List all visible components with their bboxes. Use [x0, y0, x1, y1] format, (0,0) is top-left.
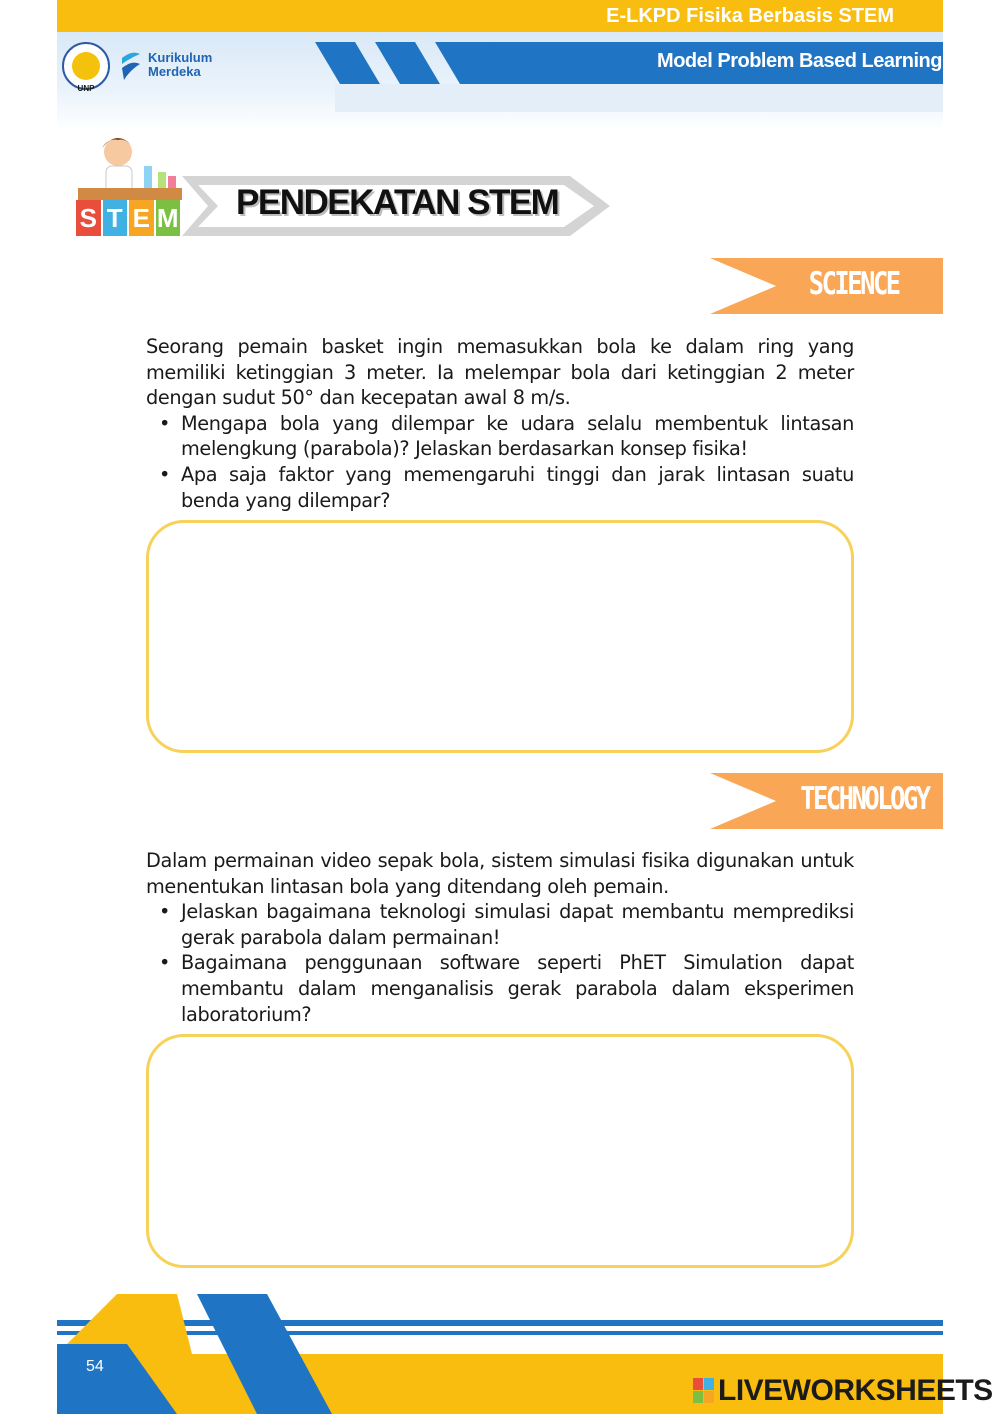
- technology-text: [146, 848, 854, 1027]
- question-item: • Mengapa bola yang dilempar ke udara selalu membentuk lintasan melengkung (parabola)? Jelaskan berdasarkan konsep fisika!: [146, 411, 854, 462]
- section-tag-label: SCIENCE: [809, 266, 899, 302]
- banner-title: PENDEKATAN STEM: [236, 183, 559, 222]
- header-subtitle: Model Problem Based Learning: [657, 50, 942, 72]
- university-logo-emblem: [72, 52, 100, 80]
- header-title: E-LKPD Fisika Berbasis STEM: [606, 5, 894, 27]
- tag-notch: [710, 258, 776, 314]
- section-tag-science: [710, 258, 943, 314]
- technology-questions: [146, 899, 854, 1027]
- stem-letter-t: T: [103, 200, 128, 236]
- page-number: 54: [86, 1358, 104, 1375]
- tag-notch: [710, 773, 776, 829]
- header-stripes: [305, 42, 535, 84]
- science-answer-box[interactable]: [146, 520, 854, 753]
- header-light-strip: [335, 84, 943, 112]
- liveworksheets-icon: [693, 1378, 715, 1404]
- science-intro: Seorang pemain basket ingin memasukkan bola ke dalam ring yang memiliki ketinggian 3 meter. Ia melempar bola dari ketinggian 2 meter dengan sudut 50° dan kecepatan awal 8 m/s.: [146, 335, 854, 410]
- section-tag-technology: [710, 773, 943, 829]
- liveworksheets-watermark: LIVEWORKSHEETS: [718, 1374, 993, 1407]
- stem-letters: [76, 200, 180, 236]
- question-item: • Apa saja faktor yang memengaruhi tinggi dan jarak lintasan suatu benda yang dilempar?: [146, 462, 854, 513]
- kurikulum-merdeka-icon: [118, 50, 144, 84]
- science-questions: [146, 411, 854, 513]
- stem-letter-m: M: [156, 200, 181, 236]
- university-logo-text: UNP: [77, 84, 95, 93]
- question-item: • Bagaimana penggunaan software seperti PhET Simulation dapat membantu dalam menganalisis gerak parabola dalam eksperimen laboratorium?: [146, 950, 854, 1027]
- question-item: • Jelaskan bagaimana teknologi simulasi dapat membantu memprediksi gerak parabola dalam permainan!: [146, 899, 854, 950]
- kurikulum-line2: Merdeka: [148, 64, 201, 79]
- technology-answer-box[interactable]: [146, 1034, 854, 1268]
- stem-letter-s: S: [76, 200, 101, 236]
- kurikulum-merdeka-logo: [148, 51, 212, 79]
- stem-letter-e: E: [129, 200, 154, 236]
- kurikulum-line1: Kurikulum: [148, 50, 213, 65]
- footer-diagonal-shapes: [57, 1294, 337, 1414]
- technology-intro: Dalam permainan video sepak bola, sistem simulasi fisika digunakan untuk menentukan lintasan bola yang ditendang oleh pemain.: [146, 849, 854, 898]
- section-tag-label: TECHNOLOGY: [800, 781, 929, 817]
- science-text: [146, 334, 854, 513]
